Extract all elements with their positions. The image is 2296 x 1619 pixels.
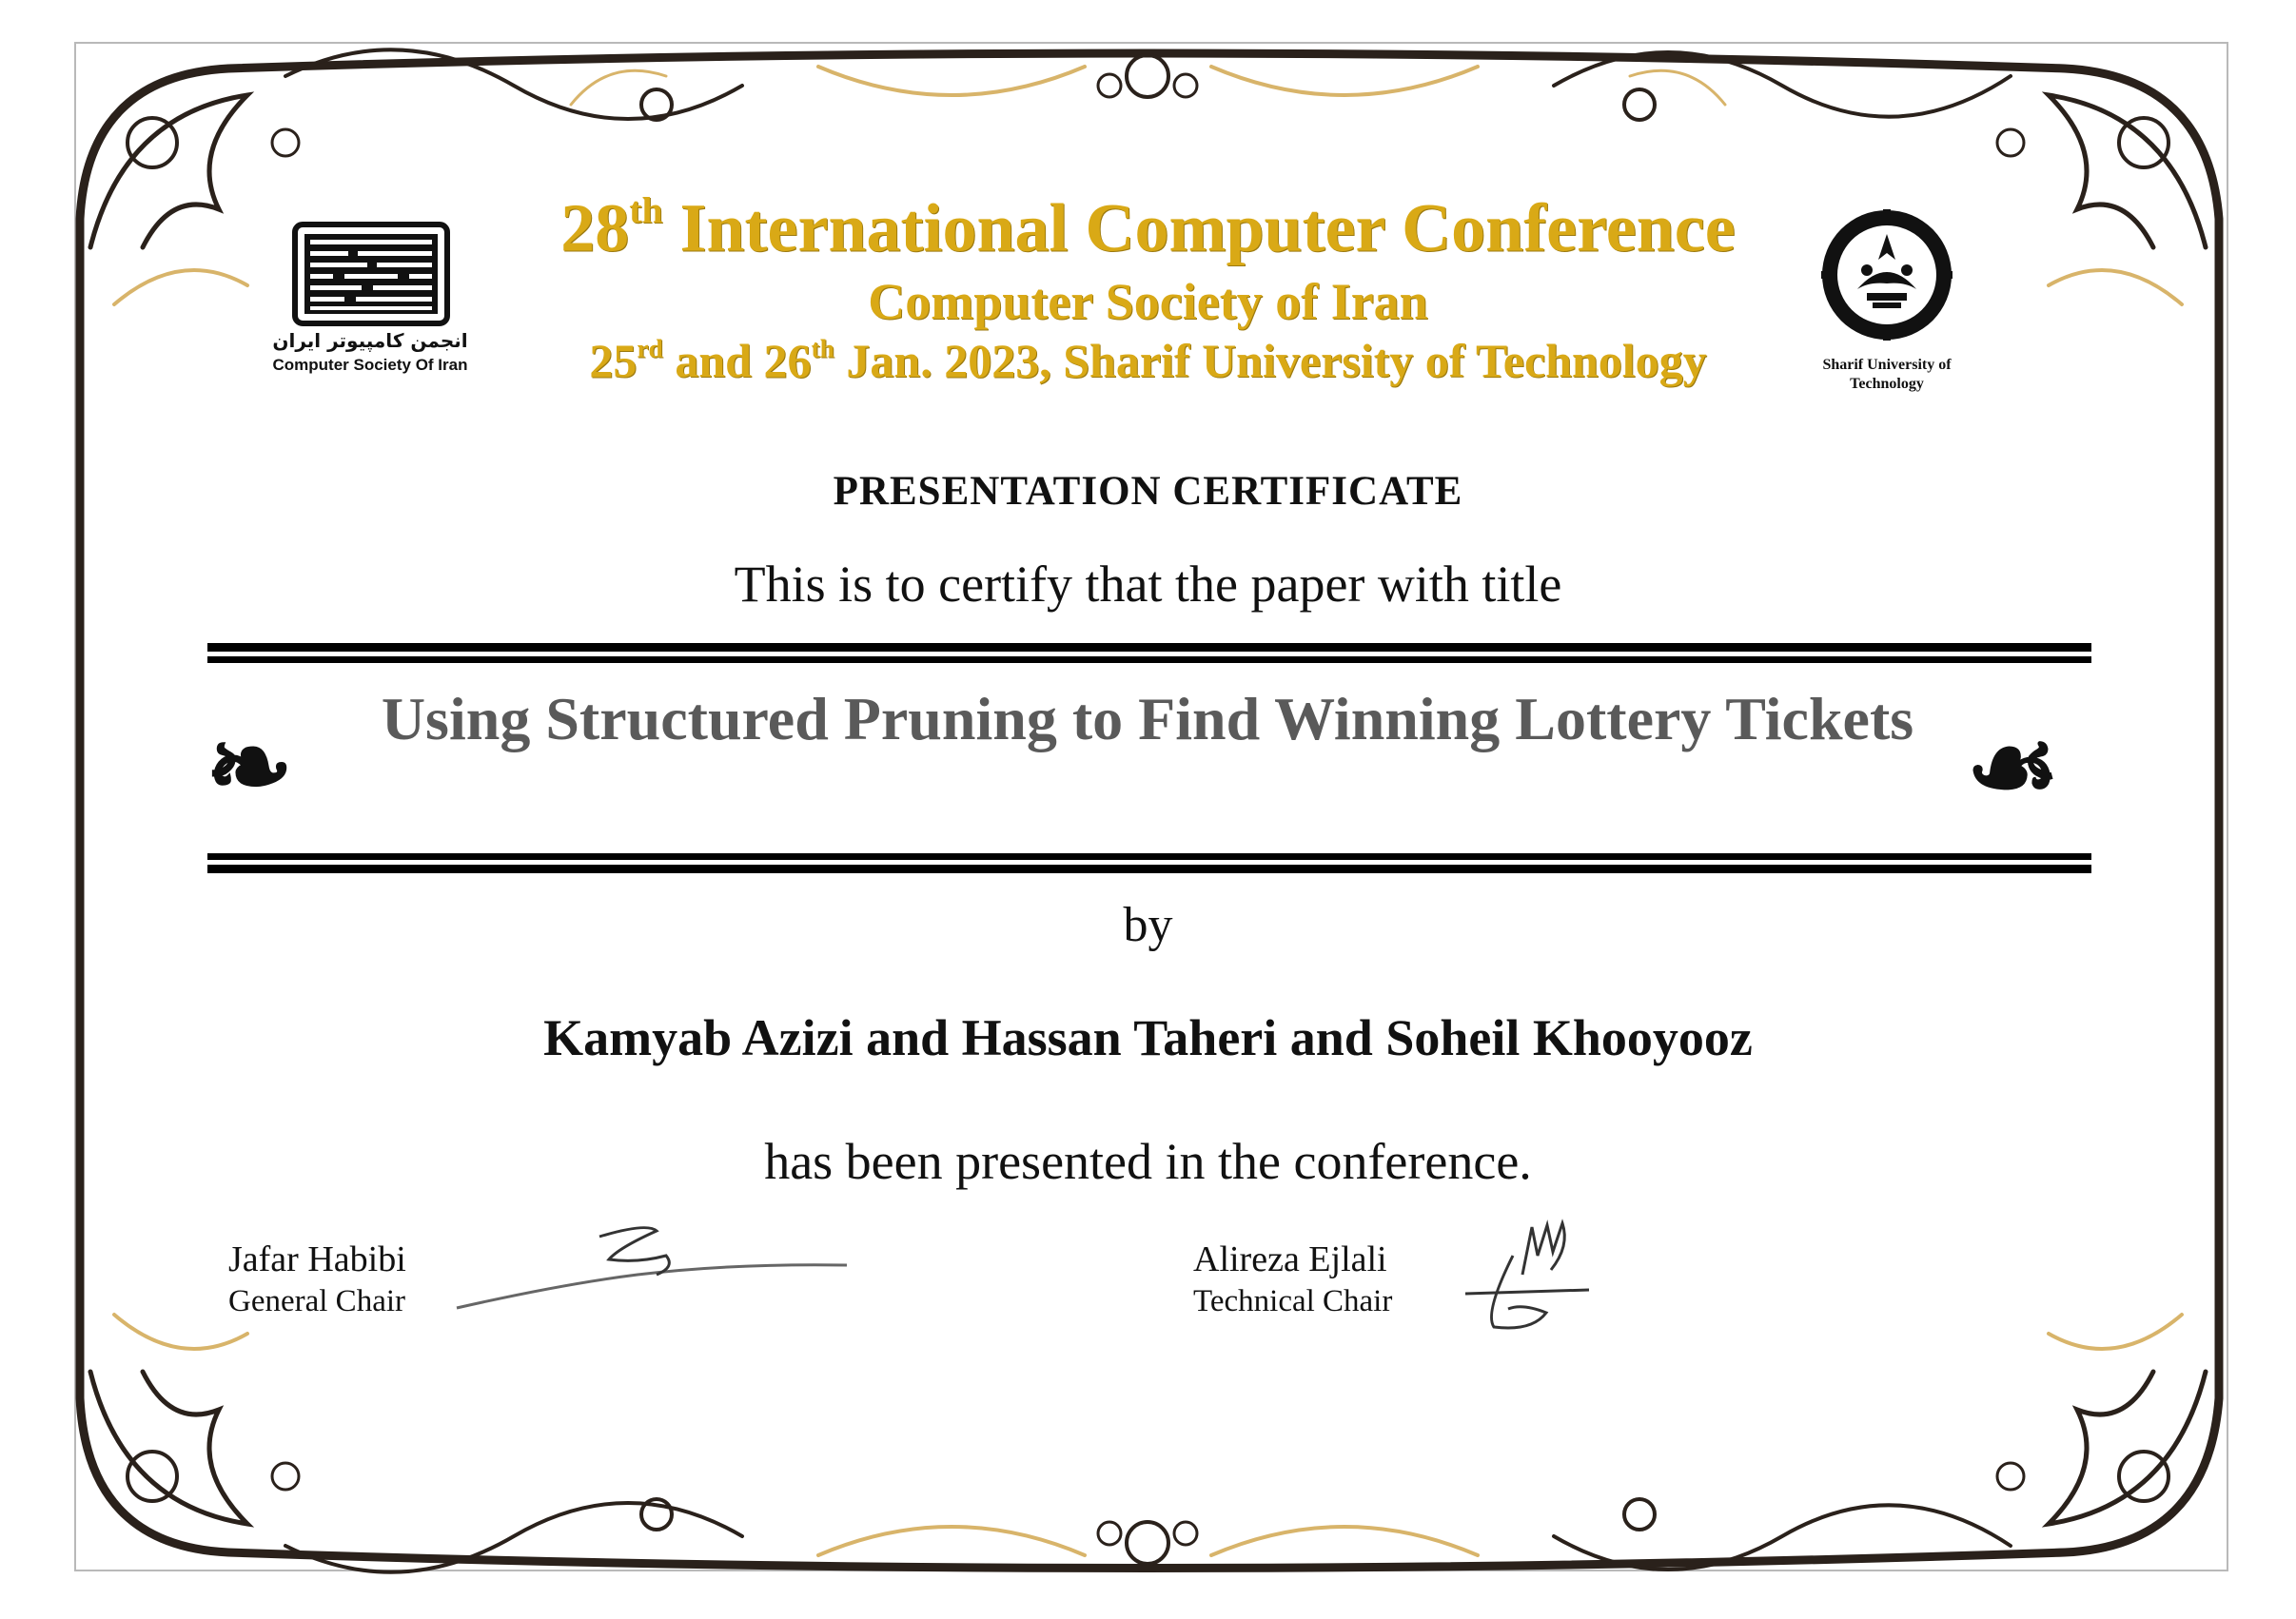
signature-2 (1456, 1218, 1599, 1341)
left-curl-ornament: ❧ (206, 710, 294, 826)
authors: Kamyab Azizi and Hassan Taheri and Soheil Khooyooz (543, 1009, 1753, 1066)
sharif-logo-caption: Sharif University of Technology (1822, 357, 1952, 392)
bottom-rule-2 (207, 865, 2091, 873)
conference-date-venue (0, 333, 2296, 388)
bottom-rule-1 (207, 853, 2091, 860)
date-venue: Jan. 2023, Sharif University of Technology (834, 334, 1707, 387)
signatory-2-name: Alireza Ejlali (1193, 1239, 1387, 1279)
conference-ordinal: th (629, 189, 663, 231)
paper-title: Using Structured Pruning to Find Winning Lottery Tickets (381, 685, 1914, 752)
csi-logo-caption-fa: انجمن کامپیوتر ایران (272, 329, 468, 352)
signature-1 (447, 1218, 856, 1322)
csi-logo-caption-en: Computer Society Of Iran (272, 356, 468, 374)
signatory-2-role: Technical Chair (1193, 1284, 1393, 1318)
date-ordinal1: rd (637, 333, 663, 363)
certificate-heading: PRESENTATION CERTIFICATE (833, 469, 1463, 514)
signatory-1-role: General Chair (228, 1284, 405, 1318)
by-label: by (1123, 898, 1173, 952)
top-rule-1 (207, 643, 2091, 652)
certify-intro: This is to certify that the paper with title (734, 556, 1562, 613)
date-day2: and 26 (662, 334, 812, 387)
conference-name: International Computer Conference (662, 189, 1736, 266)
date-ordinal2: th (811, 333, 834, 363)
signatory-1-name: Jafar Habibi (228, 1239, 406, 1279)
society-name: Computer Society of Iran (868, 273, 1428, 330)
conference-title (0, 188, 2296, 268)
top-rule-2 (207, 656, 2091, 663)
conference-number: 28 (560, 189, 630, 266)
presented-statement: has been presented in the conference. (764, 1133, 1532, 1190)
date-day1: 25 (589, 334, 638, 387)
right-curl-ornament: ☙ (1966, 710, 2060, 826)
